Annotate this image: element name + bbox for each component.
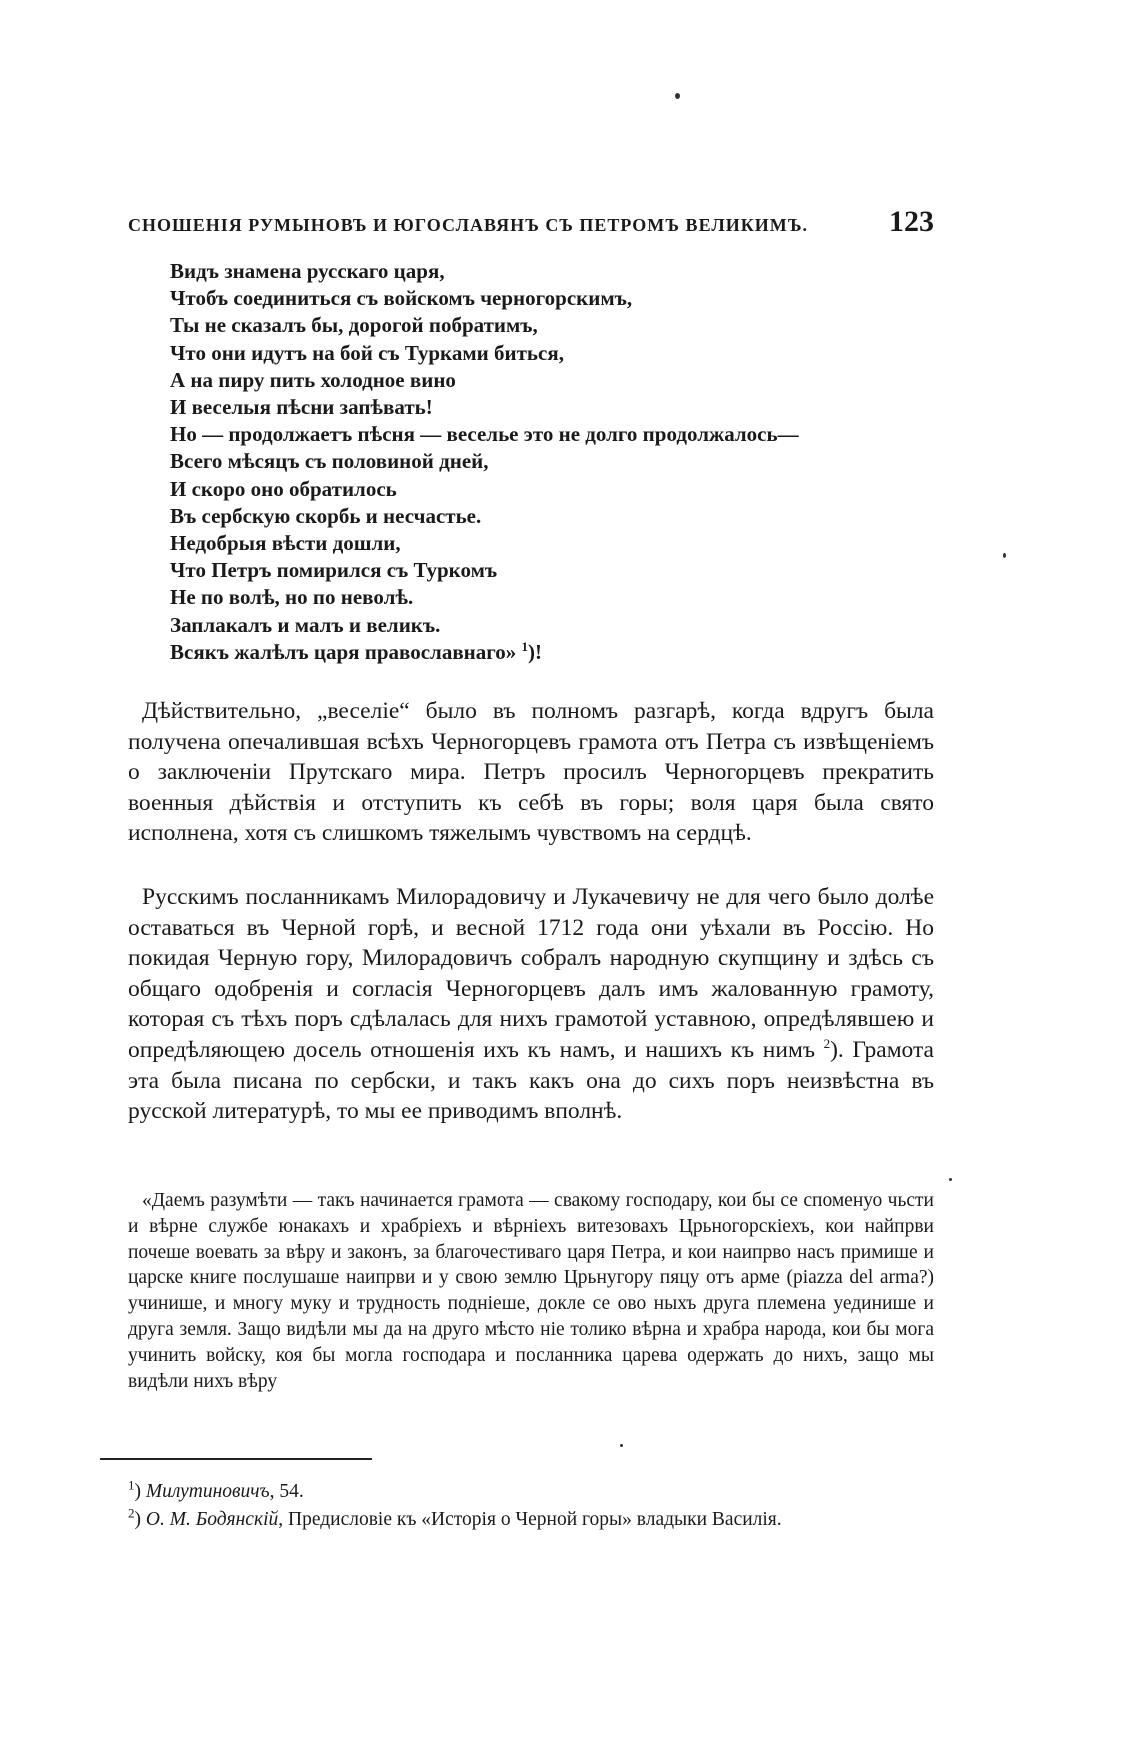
footnote-divider (100, 1458, 372, 1460)
paragraph-1 (128, 696, 934, 849)
poem-line: Недобрыя вѣсти дошли, (170, 531, 401, 556)
poem-last-line-text: Всякъ жалѣлъ царя православнаго» (170, 639, 517, 664)
footnote-text: , 54. (269, 1481, 304, 1502)
scan-speck (620, 1444, 623, 1447)
poem-line: Видъ знамена русскаго царя, (170, 259, 445, 283)
poem-tail: )! (528, 639, 543, 664)
poem-line: Чтобъ соединиться съ войскомъ черногорскимъ, (170, 286, 633, 311)
footnote-2: $^2$) О. М. Бодянскій, Предисловіе къ «Исторія о Черной горы» владыки Василія. (128, 1505, 782, 1530)
footnote-ref[interactable]: 2 (823, 1036, 831, 1052)
poem-line: Но — продолжаетъ пѣсня — веселье это не долго продолжалось— (170, 422, 799, 447)
charter-quote (128, 1188, 934, 1394)
footnote-marker: 2 (128, 1505, 135, 1521)
page-number: 123 (889, 205, 934, 238)
poem-line: Заплакалъ и малъ и великъ. (170, 612, 441, 637)
footnote-author: Милутиновичъ (145, 1481, 270, 1502)
poem-line (170, 639, 930, 666)
footnote-author: О. М. Бодянскій (145, 1509, 279, 1530)
paragraph-2-text-cont: ). Грамота эта была писана по сербски, и такъ какъ она до сихъ поръ неизвѣстна въ русской литературѣ, то мы ее приводимъ вполнѣ. (128, 1036, 934, 1125)
running-head (128, 205, 934, 239)
footnote-ref[interactable]: 1 (521, 638, 529, 654)
scan-speck (949, 1178, 952, 1181)
charter-quote-text: «Даемъ разумѣти — такъ начинается грамота — свакому господару, кои бы се споменуо чьсти и вѣрне службе юнакахъ и храбріехъ и вѣрніехъ витезовахъ Црьногорскіехъ, кои найпрви почеше воевать за вѣру и законъ, за благочестиваго царя Петра, и кои наипрво насъ примише и царске книге послушаше наипрви и у свою землю Црьнугору пяцу отъ арме (piazza del arma?) учинише, и многу муку и трудность подніеше, докле се ово ныхъ друга племена уединише и друга земля. Защо видѣли мы да на друго мѣсто ніе толико вѣрна и храбра народа, кои бы мога учинить войску, коя бы могла господара и посланника царева одержать до нихъ, защо мы видѣли нихъ вѣру (128, 1190, 934, 1392)
poem-line: Что Петръ помирился съ Туркомъ (170, 558, 498, 583)
poem-line: И скоро оно обратилось (170, 476, 397, 501)
poem-line: Ты не сказалъ бы, дорогой побратимъ, (170, 313, 538, 338)
poem-line: Не по волѣ, но по неволѣ. (170, 585, 414, 610)
footnote-1: $^1$) Милутиновичъ, 54. (128, 1477, 304, 1502)
paragraph-1-text: Дѣйствительно, „веселіе“ было въ полномъ разгарѣ, когда вдругъ была получена опечалившая всѣхъ Черногорцевъ грамота отъ Петра съ извѣщеніемъ о заключеніи Прутскаго мира. Петръ просилъ Черногорцевъ прекратить военныя дѣйствія и отступить къ себѣ въ горы; воля царя была свято исполнена, хотя съ слишкомъ тяжелымъ чувствомъ на сердцѣ. (128, 698, 934, 847)
footnote-marker: 1 (128, 1477, 135, 1493)
footnotes (128, 1478, 934, 1534)
footnote-text: , Предисловіе къ «Исторія о Черной горы» владыки Василія. (278, 1509, 782, 1530)
scan-speck (675, 93, 680, 99)
poem-line: Въ сербскую скорбь и несчастье. (170, 503, 482, 528)
paragraph-2-text: Русскимъ посланникамъ Милорадовичу и Лукачевичу не для чего было долѣе оставаться въ Черной горѣ, и весной 1712 года они уѣхали въ Россію. Но покидая Черную гору, Милорадовичъ собралъ народную скупщину и здѣсь съ общаго одобренія и согласія Черногорцевъ далъ имъ жалованную грамоту, которая съ тѣхъ поръ сдѣлалась для нихъ грамотой уставною, опредѣлявшею и опредѣляющею досель отношенія ихъ къ намъ, и нашихъ къ нимъ (128, 884, 934, 1063)
scan-speck (1003, 553, 1006, 558)
poem-line: А на пиру пить холодное вино (170, 367, 456, 392)
paragraph-2 (128, 882, 934, 1127)
running-title: СНОШЕНІЯ РУМЫНОВЪ И ЮГОСЛАВЯНЪ СЪ ПЕТРОМЪ ВЕЛИКИМЪ. (128, 215, 809, 235)
poem-line: Всего мѣсяцъ съ половиной дней, (170, 449, 489, 474)
poem-line: Что они идутъ на бой съ Турками биться, (170, 340, 564, 365)
poem-line: И веселыя пѣсни запѣвать! (170, 395, 433, 420)
poem (170, 258, 930, 666)
